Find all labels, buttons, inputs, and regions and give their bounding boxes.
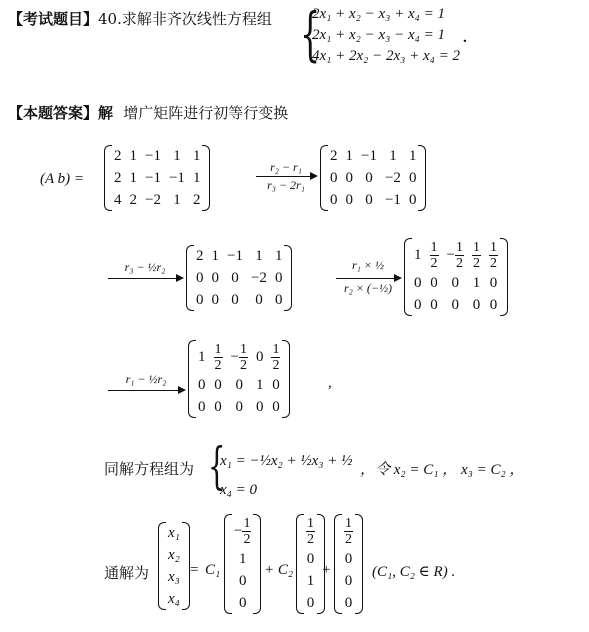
- answer-line: [8, 102, 288, 123]
- matrix-5-cell: − $\frac{1}{2}$: [230, 341, 247, 373]
- matrix-1-cell: 1: [192, 169, 201, 186]
- matrix-3-cell: 0: [211, 291, 219, 308]
- vector-c1-row: [230, 548, 255, 570]
- matrix-2-cell: −1: [384, 191, 401, 208]
- matrix-4-cell: $\frac{1}{2}$: [430, 239, 438, 271]
- arrow-1-bottom: r₃ − 2r₁: [267, 178, 305, 192]
- vector-particular: [334, 514, 363, 614]
- solution-system: [220, 446, 352, 504]
- matrix-1-cell: 2: [192, 191, 201, 208]
- matrix-3-cell: 0: [255, 291, 263, 308]
- matrix-5-row: [194, 374, 284, 396]
- matrix-1-row: [110, 145, 204, 167]
- matrix-3-cell: 0: [274, 269, 283, 286]
- matrix-4-row: [410, 294, 502, 316]
- plus-sign: +: [322, 562, 331, 578]
- let-text: ，令 x₂ = C₁ ， x₃ = C₂ ，: [360, 462, 525, 478]
- vector-c2-cell: 1: [306, 572, 315, 589]
- vector-c1-row: [230, 514, 255, 548]
- matrix-4-cell: 0: [430, 274, 438, 291]
- vector-x-row: [164, 522, 184, 544]
- matrix-5-cell: 0: [235, 376, 243, 393]
- matrix-5-cell: 0: [272, 376, 280, 393]
- vector-x-cell: x₃: [168, 568, 180, 585]
- matrix-2-cell: 1: [408, 147, 417, 164]
- solution-brace: {: [208, 437, 226, 495]
- answer-description: 增广矩阵进行初等行变换: [123, 104, 289, 122]
- vector-particular-cell: 0: [344, 594, 353, 611]
- matrix-5-cell: 0: [198, 398, 206, 415]
- arrow-3: [336, 258, 400, 298]
- matrix-5-cell: 1: [255, 376, 264, 393]
- matrix-3-cell: 0: [196, 291, 204, 308]
- matrix-4-cell: 0: [414, 274, 422, 291]
- matrix-3-row: [192, 289, 286, 311]
- arrow-2-top: r₃ − ½r₂: [124, 260, 166, 274]
- matrix-1-cell: −1: [145, 147, 161, 164]
- matrix-5-cell: 0: [235, 398, 243, 415]
- matrix-1-cell: −1: [145, 169, 161, 186]
- matrix-3-row: [192, 245, 286, 267]
- matrix-1-cell: 2: [129, 191, 137, 208]
- matrix-2-cell: 1: [345, 147, 353, 164]
- matrix-2-cell: −1: [361, 147, 377, 164]
- matrix-3-cell: 2: [196, 247, 204, 264]
- matrix-2-cell: 0: [408, 169, 417, 186]
- matrix-1-cell: 1: [173, 191, 181, 208]
- matrix-1-cell: 2: [114, 147, 122, 164]
- vector-particular-cell: $\frac{1}{2}$: [345, 515, 352, 547]
- equation-system: [312, 4, 460, 67]
- matrix-4-cell: 1: [472, 274, 481, 291]
- matrix-3-cell: 1: [255, 247, 263, 264]
- matrix-5: [188, 340, 290, 418]
- matrix-4-cell: 0: [472, 296, 481, 313]
- equation-1: 2x₁ + x₂ − x₃ + x₄ = 1: [312, 6, 445, 22]
- matrix-4-cell: 0: [489, 296, 498, 313]
- matrix-3: [186, 245, 292, 311]
- matrix-1-cell: 1: [129, 147, 137, 164]
- matrix-4-cell: 0: [451, 274, 459, 291]
- vector-x-cell: x₄: [168, 590, 180, 607]
- matrix-3-cell: −2: [250, 269, 267, 286]
- same-solution-label: 同解方程组为: [104, 460, 195, 478]
- matrix-3-cell: 0: [196, 269, 204, 286]
- matrix-5-cell: 0: [255, 398, 264, 415]
- matrix-4-cell: $\frac{1}{2}$: [472, 239, 480, 271]
- matrix-1-cell: −2: [145, 191, 161, 208]
- vector-c2-cell: 0: [306, 550, 315, 567]
- vector-c1-row: [230, 570, 255, 592]
- arrow-2: [108, 260, 182, 290]
- vector-c1-cell: 0: [238, 594, 247, 611]
- matrix-5-cell: $\frac{1}{2}$: [272, 341, 280, 373]
- matrix-2-row: [326, 167, 420, 189]
- matrix-5-cell: 0: [255, 348, 264, 365]
- arrow-3-top: r₁ × ½: [352, 258, 384, 272]
- matrix-2-cell: 0: [365, 169, 373, 186]
- matrix-5-cell: $\frac{1}{2}$: [214, 341, 222, 373]
- vector-c2: [296, 514, 325, 614]
- vector-c1: [224, 514, 261, 614]
- matrix-1-cell: 1: [129, 169, 137, 186]
- matrix-2-cell: 0: [345, 169, 353, 186]
- matrix-5-cell: 0: [214, 376, 222, 393]
- matrix-2-cell: 0: [330, 169, 338, 186]
- solution-eq-1: x₁ = −½x₂ + ½x₃ + ½: [220, 453, 353, 469]
- vector-x-cell: x₁: [168, 524, 180, 541]
- question-line: [8, 8, 272, 29]
- matrix-2-cell: 0: [408, 191, 417, 208]
- arrow-1-top: r₂ − r₁: [270, 160, 302, 174]
- matrix-3-cell: 0: [231, 291, 239, 308]
- matrix-3-cell: 0: [211, 269, 219, 286]
- matrix-5-cell: 0: [272, 398, 280, 415]
- matrix-4-cell: 0: [451, 296, 459, 313]
- vector-x-row: [164, 566, 184, 588]
- matrix-4-cell: 0: [489, 274, 498, 291]
- matrix-2-cell: 1: [389, 147, 397, 164]
- matrix-5-cell: 0: [214, 398, 222, 415]
- matrix-4-row: [410, 272, 502, 294]
- matrix-3-row: [192, 267, 286, 289]
- vector-c2-cell: 0: [306, 594, 315, 611]
- matrix-3-cell: 0: [274, 291, 283, 308]
- matrix-5-cell: 0: [198, 376, 206, 393]
- c1-label: C₁: [205, 562, 221, 578]
- matrix-1-cell: 1: [173, 147, 181, 164]
- matrix-4-cell: − $\frac{1}{2}$: [446, 239, 463, 271]
- matrix-4: [404, 238, 508, 316]
- matrix-5-row: [194, 340, 284, 374]
- vector-particular-cell: 0: [344, 572, 353, 589]
- solution-eq-2: x₄ = 0: [220, 482, 257, 498]
- vector-c1-cell: 0: [238, 572, 247, 589]
- matrix-1-cell: 1: [192, 147, 201, 164]
- header-period: .: [463, 30, 467, 46]
- vector-c1-row: [230, 592, 255, 614]
- matrix-4-cell: 0: [430, 296, 438, 313]
- matrix-1-cell: −1: [168, 169, 185, 186]
- vector-c1-cell: − $\frac{1}{2}$: [234, 515, 251, 547]
- matrix-4-cell: 1: [414, 246, 422, 263]
- answer-label: 【本题答案】: [8, 104, 99, 122]
- domain-text: (C₁, C₂ ∈ R) .: [372, 564, 456, 580]
- vector-particular-cell: 0: [344, 550, 353, 567]
- matrix-3-cell: 1: [274, 247, 283, 264]
- matrix-3-cell: 1: [211, 247, 219, 264]
- exam-label: 【考试题目】: [8, 10, 99, 28]
- arrow-4-top: r₁ − ½r₂: [125, 372, 167, 386]
- arrow-3-bottom: r₂ × (−½): [343, 281, 393, 295]
- matrix-2-cell: 2: [330, 147, 338, 164]
- c2-label: + C₂: [264, 562, 294, 578]
- matrix-2-row: [326, 145, 420, 167]
- equation-2: 2x₁ + x₂ − x₃ − x₄ = 1: [312, 27, 445, 43]
- matrix-2-row: [326, 189, 420, 211]
- matrix-5-row: [194, 396, 284, 418]
- matrix-3-cell: −1: [227, 247, 243, 264]
- arrow-4: [108, 372, 184, 402]
- matrix-4-cell: $\frac{1}{2}$: [489, 239, 497, 271]
- matrix-1-cell: 2: [114, 169, 122, 186]
- matrix-2: [320, 145, 426, 211]
- vector-x-cell: x₂: [168, 546, 180, 563]
- question-text: 40.求解非齐次线性方程组: [98, 10, 272, 28]
- solve-word: 解: [98, 104, 114, 122]
- arrow-1: [256, 160, 316, 190]
- equation-3: 4x₁ + 2x₂ − 2x₃ + x₄ = 2: [312, 48, 460, 64]
- matrix-5-cell: 1: [198, 348, 206, 365]
- matrix-2-cell: 0: [330, 191, 338, 208]
- matrix-1: [104, 145, 210, 211]
- vector-x-row: [164, 544, 184, 566]
- matrix-1-row: [110, 167, 204, 189]
- matrix-2-cell: 0: [365, 191, 373, 208]
- vector-x: [158, 522, 190, 610]
- matrix-4-cell: 0: [414, 296, 422, 313]
- system-brace: {: [300, 0, 321, 68]
- vector-c2-cell: $\frac{1}{2}$: [307, 515, 314, 547]
- comma: ,: [328, 375, 332, 391]
- equals-sign: =: [190, 562, 199, 578]
- ab-label: (A b) =: [40, 171, 85, 187]
- matrix-1-cell: 4: [114, 191, 122, 208]
- vector-c1-cell: 1: [238, 550, 247, 567]
- matrix-4-row: [410, 238, 502, 272]
- matrix-2-cell: −2: [384, 169, 401, 186]
- vector-x-row: [164, 588, 184, 610]
- matrix-2-cell: 0: [345, 191, 353, 208]
- general-label: 通解为: [104, 564, 150, 582]
- matrix-3-cell: 0: [231, 269, 239, 286]
- matrix-1-row: [110, 189, 204, 211]
